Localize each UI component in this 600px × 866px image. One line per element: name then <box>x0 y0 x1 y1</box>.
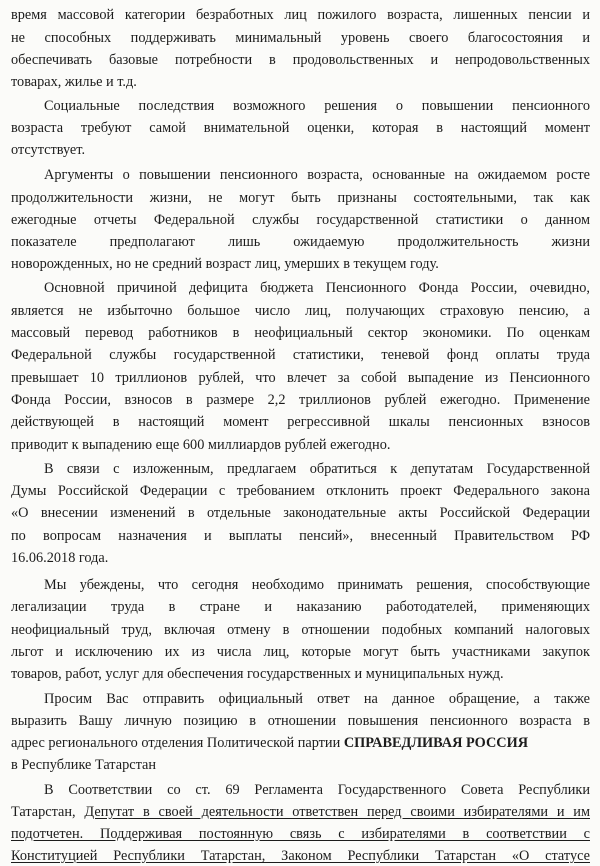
text-line: В связи с изложенным, предлагаем обратиться к депутатам Государственной <box>44 461 590 477</box>
text-line: неофициальный труд, включая отмену в отношении подобных компаний налоговых <box>11 622 590 638</box>
underlined-text: Депутат в своей деятельности ответствен перед своими избирателями и им <box>84 804 590 820</box>
text-line: Основной причиной дефицита бюджета Пенсионного Фонда России, очевидно, <box>44 280 590 296</box>
text-line: массовый перевод работников в неофициальный сектор экономики. По оценкам <box>11 325 590 341</box>
text-line: Социальные последствия возможного решения о повышении пенсионного <box>44 98 590 114</box>
text-line: товаров, работ, услуг для обеспечения государственных и муниципальных нужд. <box>11 666 504 682</box>
text-line: продолжительности жизни, не могут быть признаны состоятельными, так как <box>11 190 590 206</box>
text-line: приводит к выпадению еще 600 миллиардов рублей ежегодно. <box>11 437 391 453</box>
text-line: легализации труда в стране и наказанию работодателей, применяющих <box>11 599 590 615</box>
text-line <box>11 803 590 822</box>
text-line: льгот и исключению их из числа лиц, которые могут быть участниками закупок <box>11 644 590 660</box>
text-line <box>11 734 590 753</box>
text-line: Аргументы о повышении пенсионного возраста, основанные на ожидаемом росте <box>44 167 590 183</box>
text-line: по вопросам назначения и выплаты пенсий», внесенный Правительством РФ <box>11 528 590 544</box>
party-name: СПРАВЕДЛИВАЯ РОССИЯ <box>343 735 529 751</box>
text-line: Просим Вас отправить официальный ответ на данное обращение, а также <box>44 691 590 707</box>
text-line: в Республике Татарстан <box>11 757 156 773</box>
text-line: Мы убеждены, что сегодня необходимо принимать решения, способствующие <box>44 577 590 593</box>
text-line: «О внесении изменений в отдельные законодательные акты Российской Федерации <box>11 505 590 521</box>
text-line: новорожденных, но не средний возраст лиц, умерших в текущем году. <box>11 256 439 272</box>
text-line: Думы Российской Федерации с требованием отклонить проект Федерального закона <box>11 483 590 499</box>
text-line: ежегодные отчеты Федеральной службы государственной статистики о данном <box>11 212 590 228</box>
text-line <box>11 847 590 866</box>
underlined-text: Конституцией Республики Татарстан, Законом Республики Татарстан «О статусе <box>11 848 590 864</box>
text-fragment: адрес регионального отделения Политической партии <box>11 735 341 751</box>
text-line: Федеральной службы государственной статистики, теневой фонд оплаты труда <box>11 347 590 363</box>
text-line: отсутствует. <box>11 142 86 158</box>
text-line: является не избыточно большое число лиц, получающих страховую пенсию, а <box>11 303 590 319</box>
text-line: превышает 10 триллионов рублей, что влечет за собой выпадение из Пенсионного <box>11 370 590 386</box>
text-line: действующей в настоящий момент регрессивной шкалы пенсионных взносов <box>11 414 590 430</box>
text-line: Фонда России, взносов в размере 2,2 триллионов рублей ежегодно. Применение <box>11 392 590 408</box>
text-line: 16.06.2018 года. <box>11 550 109 566</box>
text-line: возраста требуют самой внимательной оценки, которая в настоящий момент <box>11 120 590 136</box>
text-line: показателе предполагают лишь ожидаемую продолжительность жизни <box>11 234 590 250</box>
text-line: время массовой категории безработных лиц пожилого возраста, лишенных пенсии и <box>11 7 590 23</box>
underlined-text: подотчетен. Поддерживая постоянную связь с избирателями в соответствии с <box>11 826 590 842</box>
text-fragment: Татарстан, <box>11 804 76 820</box>
text-line: В Соответствии со ст. 69 Регламента Государственного Совета Республики <box>44 782 590 798</box>
text-line <box>11 825 590 844</box>
text-line: выразить Вашу личную позицию в отношении повышения пенсионного возраста в <box>11 713 590 729</box>
text-line: не способных поддерживать минимальный уровень своего благосостояния и <box>11 30 590 46</box>
text-line: товарах, жилье и т.д. <box>11 74 137 90</box>
text-line: обеспечивать базовые потребности в продовольственных и непродовольственных <box>11 52 590 68</box>
